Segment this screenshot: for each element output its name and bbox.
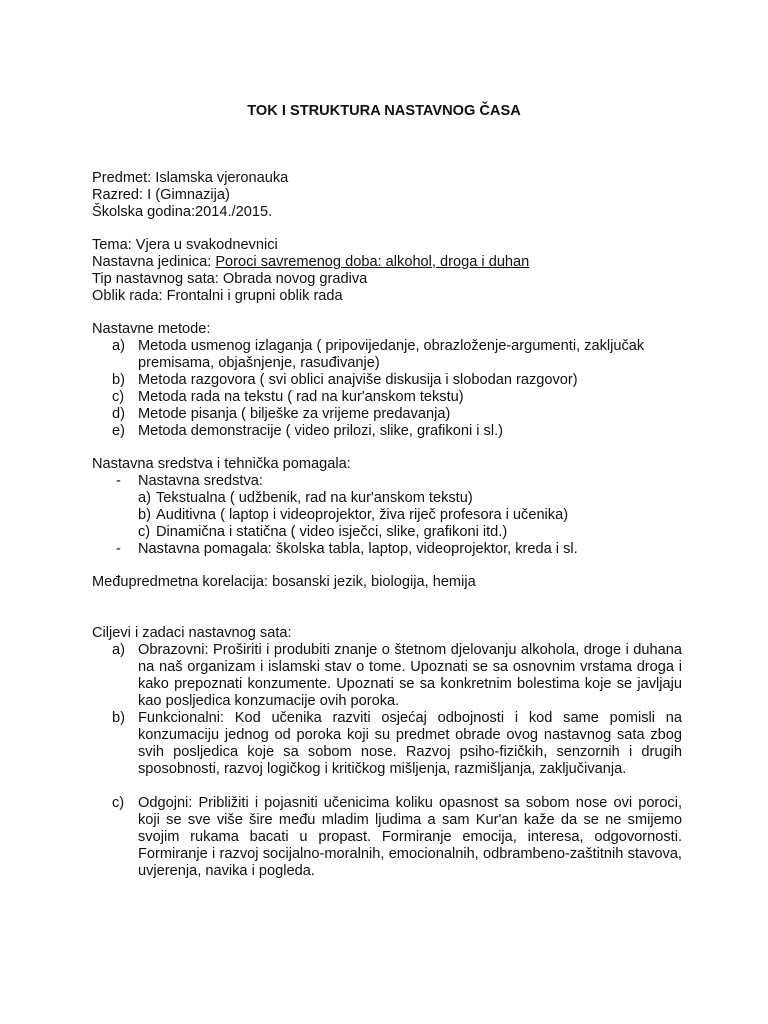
teaching-tools-line [92, 541, 682, 558]
methods-section [92, 321, 682, 440]
school-year-line: Školska godina:2014./2015. [92, 204, 273, 220]
correlation-text: Međupredmetna korelacija: bosanski jezik, biologija, hemija [92, 574, 476, 590]
teaching-aids-section [92, 456, 682, 558]
list-marker: e) [112, 423, 125, 439]
goals-section [92, 625, 682, 880]
list-item-text: Odgojni: Približiti i pojasniti učenicima koliku opasnost sa sobom nose ovi poroci, koji se sve više šire među mladim ljudima a sam Kur'an kaže da se ne smijemo svojim rukama bacati u propast. Formiranje emocija, interesa, odgovornosti. Formiranje i razvoj socijalno-moralnih, emocionalnih, odbrambeno-zaštitnih stavova, uvjerenja, navika i pogleda. [138, 795, 682, 879]
list-item-text: Nastavna pomagala: školska tabla, laptop, videoprojektor, kreda i sl. [138, 541, 578, 557]
document-title: TOK I STRUKTURA NASTAVNOG ČASA [247, 103, 521, 119]
grade-line: Razred: I (Gimnazija) [92, 187, 230, 203]
teaching-aids-item [92, 524, 682, 541]
dash-marker: - [116, 541, 121, 557]
list-item-text: Obrazovni: Proširiti i produbiti znanje o štetnom djelovanju alkohola, droge i duhana na naš organizam i islamski stav o tome. Upoznati se sa osnovnim vrstama droga i kako prepoznati konzumente. Upoznati se sa konkretnim bolestima koje se javljaju kao posljedica konzumacije ovih poroka. [138, 642, 682, 709]
list-marker: a) [112, 642, 125, 658]
teaching-aids-heading: Nastavna sredstva i tehnička pomagala: [92, 456, 351, 472]
correlation-line [92, 574, 682, 591]
info-block [92, 237, 682, 305]
teaching-unit-value: Poroci savremenog doba: alkohol, droga i duhan [215, 254, 530, 270]
list-marker: b) [112, 372, 125, 388]
methods-item [92, 338, 682, 372]
list-item-text: Nastavna sredstva: [138, 473, 263, 489]
list-item-text: Metoda usmenog izlaganja ( pripovijedanje, obrazloženje-argumenti, zaključak premisama, objašnjenje, rasuđivanje) [138, 338, 645, 371]
list-marker: b) [138, 507, 151, 523]
subject-line: Predmet: Islamska vjeronauka [92, 170, 289, 186]
methods-item [92, 406, 682, 423]
list-item-text: Dinamična i statična ( video isječci, slike, grafikoni itd.) [156, 524, 508, 540]
teaching-unit-line [92, 254, 682, 271]
topic-line: Tema: Vjera u svakodnevnici [92, 237, 278, 253]
list-item-text: Metoda razgovora ( svi oblici anajviše diskusija i slobodan razgovor) [138, 372, 578, 388]
list-marker: c) [112, 795, 125, 811]
goals-heading: Ciljevi i zadaci nastavnog sata: [92, 625, 292, 641]
list-item-text: Auditivna ( laptop i videoprojektor, živa riječ profesora i učenika) [156, 507, 569, 523]
teaching-aids-item [92, 490, 682, 507]
list-marker: b) [112, 710, 125, 726]
methods-item [92, 423, 682, 440]
list-marker: c) [138, 524, 151, 540]
teaching-unit-label: Nastavna jedinica: [92, 254, 216, 270]
dash-marker: - [116, 473, 121, 489]
methods-item [92, 372, 682, 389]
teaching-aids-subheading [92, 473, 682, 490]
list-marker: d) [112, 406, 125, 422]
list-item-text: Funkcionalni: Kod učenika razviti osjećaj odbojnosti i kod same pomisli na konzumaciju jednog od poroka koji su predmet obrade ovog nastavnog sata zbog svih posljedica koje sa sobom nose. Razvoj psiho-fizičkih, senzornih i drugih sposobnosti, razvoj logičkog i kritičkog mišljenja, razmišljanja, zaključivanja. [138, 710, 682, 777]
list-marker: a) [138, 490, 151, 506]
methods-item [92, 389, 682, 406]
list-item-text: Metoda demonstracije ( video prilozi, slike, grafikoni i sl.) [138, 423, 503, 439]
methods-heading: Nastavne metode: [92, 321, 211, 337]
teaching-aids-item [92, 507, 682, 524]
work-form-line: Oblik rada: Frontalni i grupni oblik rada [92, 288, 343, 304]
list-marker: c) [112, 389, 125, 405]
list-marker: a) [112, 338, 125, 354]
goals-item [92, 795, 682, 880]
list-item-text: Metode pisanja ( bilješke za vrijeme predavanja) [138, 406, 451, 422]
header-block [92, 170, 682, 221]
list-item-text: Tekstualna ( udžbenik, rad na kur'anskom tekstu) [156, 490, 473, 506]
list-item-text: Metoda rada na tekstu ( rad na kur'anskom tekstu) [138, 389, 464, 405]
goals-item [92, 642, 682, 710]
goals-item [92, 710, 682, 795]
lesson-type-line: Tip nastavnog sata: Obrada novog gradiva [92, 271, 368, 287]
